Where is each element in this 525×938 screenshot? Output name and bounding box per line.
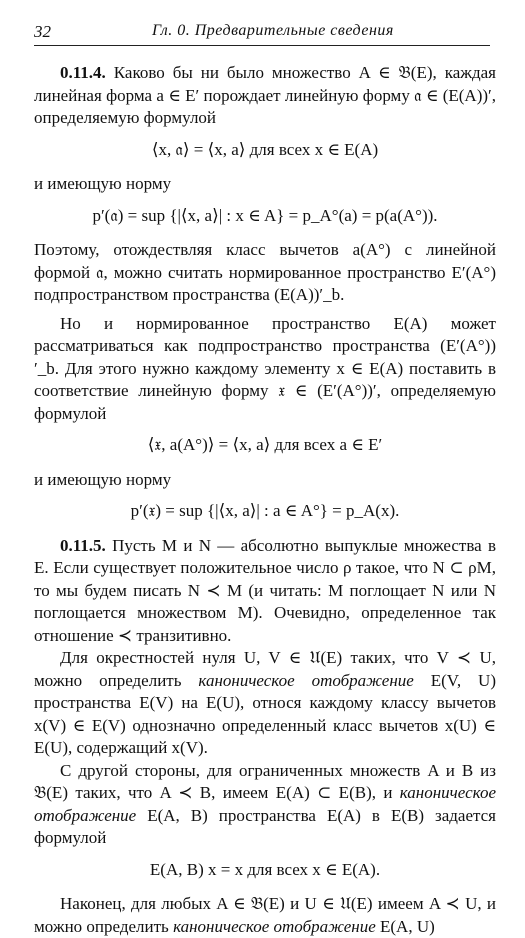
formula-canonical-map: E(A, B) x = x для всех x ∈ E(A). [149, 859, 381, 879]
canonical-map-bounded-sets: С другой стороны, для ограниченных множеств A и B из 𝔅(E) таких, что A ≺ B, имеем E(A) ⊂ E(B), и каноническое отображение E(A, B) пространства E(A) в E(B) задается формулой [34, 760, 496, 847]
page-number: 32 [34, 22, 51, 41]
formula-norm-1: p′(𝔞) = sup {|⟨x, a⟩| : x ∈ A} = p_A°(a) = p(a(A°)). [92, 205, 438, 225]
running-title: Гл. 0. Предварительные сведения [152, 22, 394, 39]
section-number-0-11-5: 0.11.5. [60, 535, 106, 555]
section-number-0-11-4: 0.11.4. [60, 63, 106, 82]
section-0-11-4-intro [34, 62, 496, 130]
section-0-11-5-text: Пусть M и N — абсолютно выпуклые множества в E. Если существует положительное число ρ такое, что N ⊂ ρM, то мы будем писать N ≺ M (и читать: M поглощает N или N поглощается множеством M). Очевидно, определенное так отношение ≺ транзитивно. [34, 535, 496, 645]
page-body [34, 62, 496, 938]
formula-norm-2: p′(𝔵) = sup {|⟨x, a⟩| : a ∈ A°} = p_A(x). [130, 501, 400, 520]
norm-intro-2: и имеющую норму [34, 469, 172, 489]
norm-intro-1: и имеющую норму [34, 174, 172, 193]
emphasis-canonical-map-2: каноническое отображение [34, 783, 496, 825]
section-0-11-4-text: Каково бы ни было множество A ∈ 𝔅(E), каждая линейная форма a ∈ E′ порождает линейную форму 𝔞 ∈ (E(A))′, определяемую формулой [34, 63, 497, 127]
formula-form-definition: ⟨x, 𝔞⟩ = ⟨x, a⟩ для всех x ∈ E(A) [151, 139, 379, 159]
formula-element-form: ⟨𝔵, a(A°)⟩ = ⟨x, a⟩ для всех a ∈ E′ [147, 435, 383, 454]
emphasis-canonical-map-1: каноническое отображение [198, 670, 414, 690]
identification-paragraph: Поэтому, отождествляя класс вычетов a(A°) с линейной формой 𝔞, можно считать нормированное пространство E′(A°) подпространством пространства (E(A))′_b. [34, 240, 496, 304]
final-paragraph: Наконец, для любых A ∈ 𝔅(E) и U ∈ 𝔘(E) имеем A ≺ U, и можно определить каноническое отображение E(A, U) [34, 894, 496, 936]
canonical-map-neighborhoods: Для окрестностей нуля U, V ∈ 𝔘(E) таких, что V ≺ U, можно определить каноническое отображение E(V, U) пространства E(V) на E(U), относя каждому классу вычетов x(V) ∈ E(V) однозначно определенный класс вычетов x(U) ∈ E(U), содержащий x(V). [34, 648, 496, 757]
running-header [34, 22, 490, 46]
section-0-11-5-intro [34, 535, 496, 648]
emphasis-canonical-map-3: каноническое отображение [173, 916, 376, 936]
subspace-paragraph: Но и нормированное пространство E(A) может рассматриваться как подпространство пространства (E′(A°))′_b. Для этого нужно каждому элементу x ∈ E(A) поставить в соответствие линейную форму 𝔵 ∈ (E′(A°))′, определяемую формулой [34, 313, 496, 423]
